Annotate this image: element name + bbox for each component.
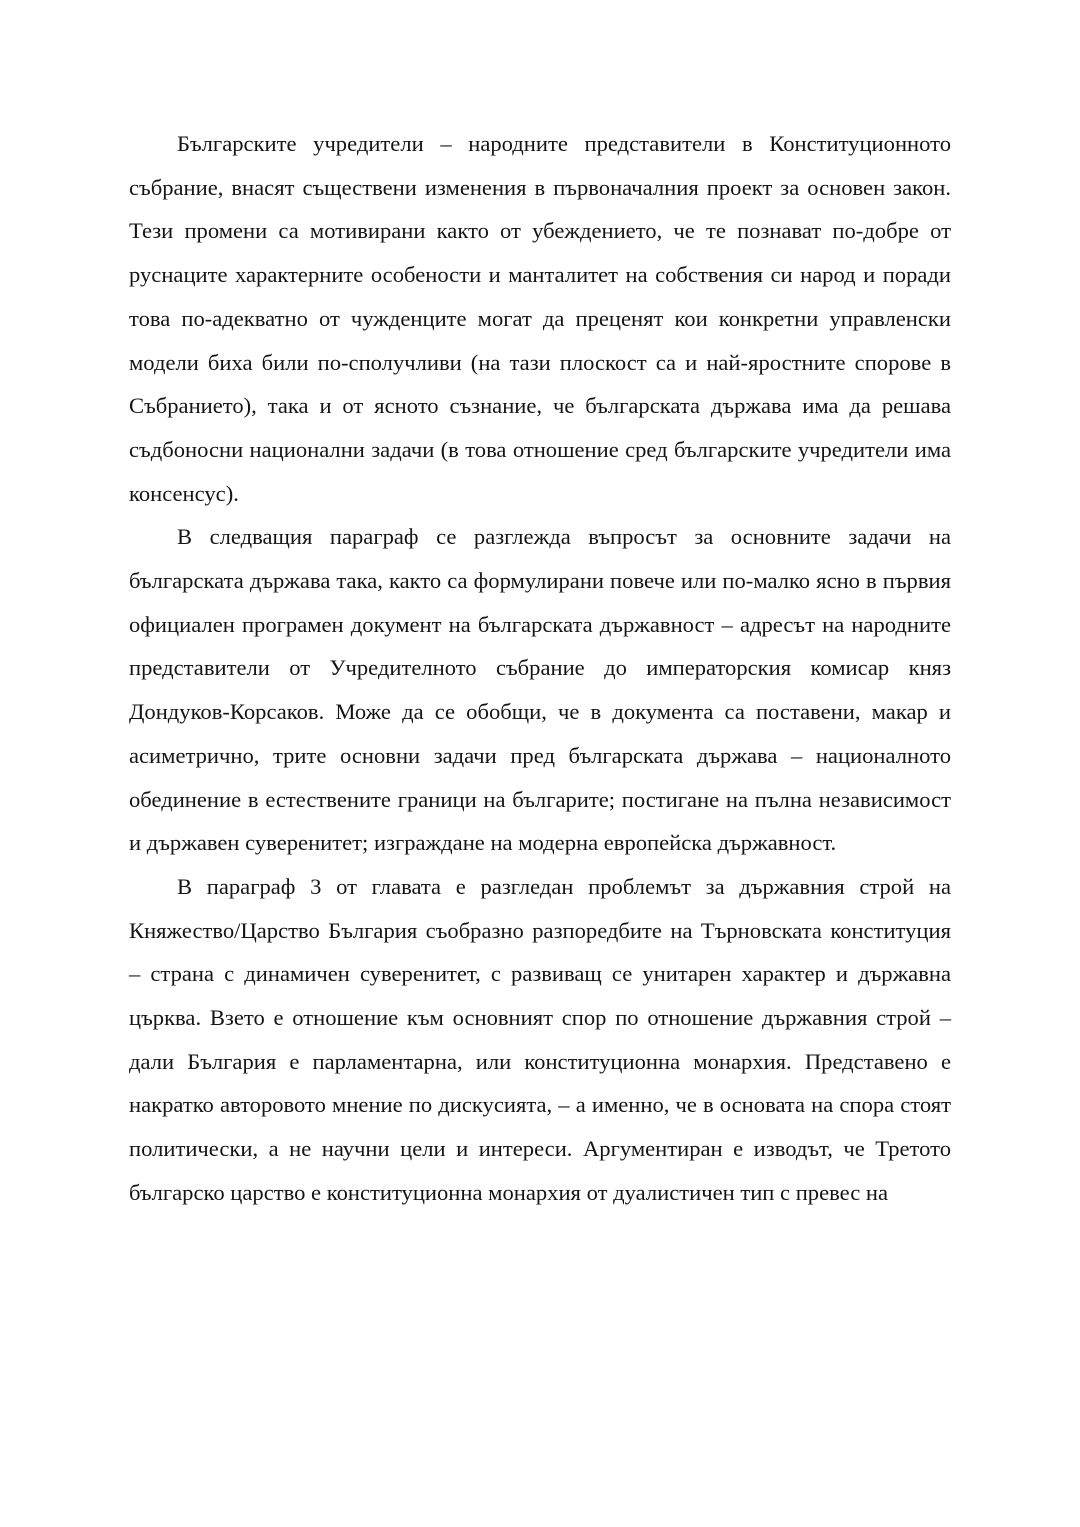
document-page [129, 122, 951, 1215]
paragraph-1: Българските учредители – народните представители в Конституционното събрание, внасят съществени изменения в първоначалния проект за основен закон. Тези промени са мотивирани както от убеждението, че те познават по-добре от руснаците характерните особености и манталитет на собствения си народ и поради това по-адекватно от чужденците могат да преценят кои конкретни управленски модели биха били по-сполучливи (на тази плоскост са и най-яростните спорове в Събранието), така и от ясното съзнание, че българската държава има да решава съдбоносни национални задачи (в това отношение сред българските учредители има консенсус). [129, 131, 951, 506]
paragraph-2: В следващия параграф се разглежда въпросът за основните задачи на българската държава така, както са формулирани повече или по-малко ясно в първия официален програмен документ на българската държавност – адресът на народните представители от Учредителното събрание до императорския комисар княз Дондуков-Корсаков. Може да се обобщи, че в документа са поставени, макар и асиметрично, трите основни задачи пред българската държава – националното обединение в естествените граници на българите; постигане на пълна независимост и държавен суверенитет; изграждане на модерна европейска държавност. [129, 524, 951, 856]
paragraph-3: В параграф 3 от главата е разгледан проблемът за държавния строй на Княжество/Царство България съобразно разпоредбите на Търновската конституция – страна с динамичен суверенитет, с развиващ се унитарен характер и държавна църква. Взето е отношение към основният спор по отношение държавния строй – дали България е парламентарна, или конституционна монархия. Представено е накратко авторовото мнение по дискусията, – а именно, че в основата на спора стоят политически, а не научни цели и интереси. Аргументиран е изводът, че Третото българско царство е конституционна монархия от дуалистичен тип с превес на [129, 873, 951, 1205]
